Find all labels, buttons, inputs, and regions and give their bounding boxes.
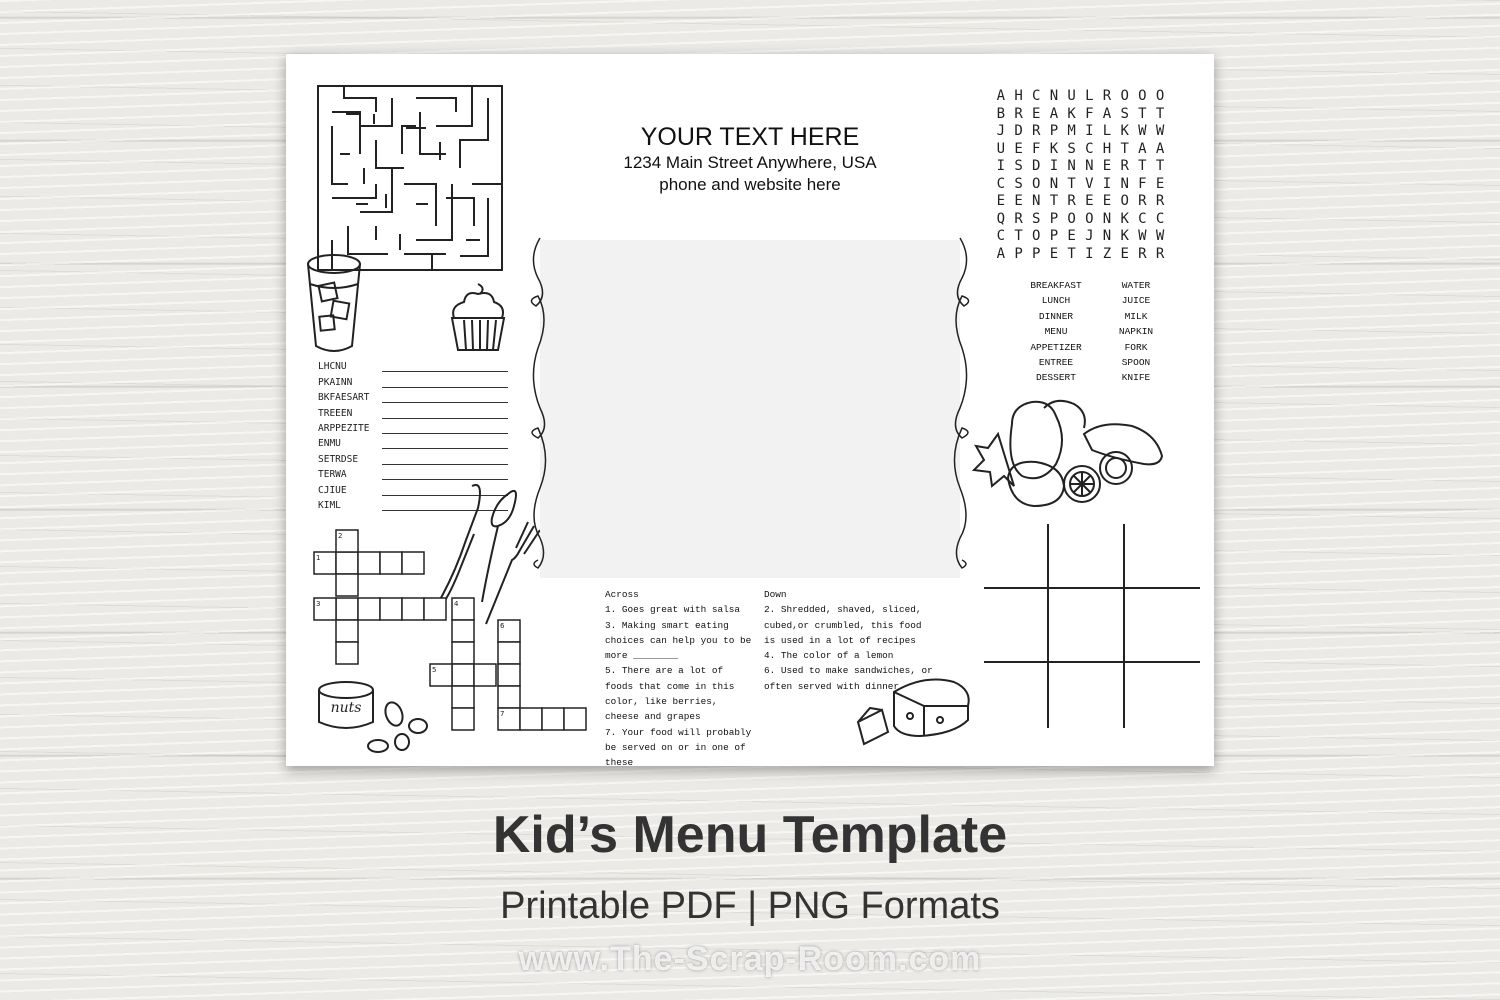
word-search-letter: T [1155,105,1165,122]
word-search-letter: W [1138,123,1147,139]
word-search-letter: N [1085,158,1094,174]
word-search-letter: E [1102,158,1112,174]
scramble-word: PKAINN [318,376,353,388]
scramble-word: SETRDSE [318,453,359,465]
word-search-letter: S [1032,210,1041,227]
word-search-letter: R [1102,88,1112,104]
word-search-letter: I [1085,123,1094,139]
word-search-letter: I [1102,175,1112,192]
word-item: KNIFE [1121,372,1151,384]
answer-line [382,423,508,434]
word-search-letter: E [1067,228,1076,244]
watermark: www.The-Scrap-Room.com [518,940,982,978]
word-search-letter: N [1049,88,1059,104]
word-search-letter: F [1138,175,1147,192]
clue: 4. The color of a lemon [764,650,894,662]
word-item: LUNCH [1041,295,1071,307]
word-search-letter: D [1032,158,1041,174]
word-search-letter: N [1120,175,1129,192]
scramble-word: CJIUE [318,484,347,496]
word-search-letter: I [996,158,1006,174]
scramble-word: BKFAESART [318,392,370,404]
answer-line [382,454,508,465]
answer-line [382,361,508,372]
word-search-letter: O [1155,88,1165,104]
word-search-letter: B [996,105,1006,122]
word-search-letter: H [1014,88,1023,104]
word-item: DESSERT [1036,372,1076,384]
word-search-letter: P [1032,245,1041,262]
nuts-can-icon [316,680,436,756]
word-search-letter: L [1085,88,1094,104]
word-search-letter: E [1085,193,1094,209]
word-search-letter: N [1067,158,1076,174]
word-search-letter: J [996,123,1006,139]
word-search-letter: C [996,175,1006,192]
word-search-letter: R [1014,105,1023,122]
menu-sheet [286,54,1214,769]
word-search-letter: P [1014,245,1023,262]
crossword-number: 1 [316,554,321,562]
crossword-number: 4 [454,600,459,608]
word-search-letter: W [1155,228,1165,244]
word-search-letter: A [1049,105,1059,122]
word-item: FORK [1124,341,1148,353]
word-search-letter: S [1120,105,1129,122]
clue: 5. There are a lot of foods that come in this color, like berries, cheese and grapes [605,665,735,723]
across-title: Across [605,589,639,600]
word-search-letter: P [1049,228,1059,244]
word-search-letter: K [1120,210,1129,227]
word-search-letter: K [1049,140,1059,157]
word-search-letter: H [1102,140,1112,157]
word-search-letter: I [1049,158,1059,174]
word-search-letter: R [1138,245,1147,262]
word-search-letter: C [1138,210,1147,227]
word-search-letter: R [1032,123,1041,139]
word-search-letter: V [1085,175,1094,192]
clue: 7. Your food will probably be served on or in one of these [605,726,752,769]
clue: 3. Making smart eating choices can help you to be more ________ [605,619,752,662]
clue: 2. Shredded, shaved, sliced, cubed,or crumbled, this food is used in a lot of recipes [764,604,922,646]
word-search-letter: P [1049,210,1059,227]
word-search-letter: E [1102,193,1112,209]
answer-line [382,392,508,403]
word-search-letter: E [996,193,1006,209]
answer-line [382,408,508,419]
scramble-word: TERWA [318,469,347,481]
word-search-grid [992,88,1169,263]
word-search-letter: T [1067,245,1076,262]
word-search-letter: N [1102,228,1112,244]
word-search-letter: O [1067,210,1076,227]
word-search-list [1016,278,1176,386]
word-search-letter: R [1155,193,1165,209]
word-search-letter: C [1085,140,1094,157]
word-search-letter: I [1085,245,1094,262]
left-swirl-border [526,238,556,578]
crossword-number: 7 [500,710,505,718]
word-search-letter: A [996,245,1006,262]
word-search-letter: U [1067,88,1076,104]
word-search-letter: T [1049,193,1059,209]
scramble-word: LHCNU [318,361,347,373]
iced-drink-icon [302,250,372,360]
word-search-letter: O [1032,228,1041,244]
word-search-letter: E [1120,245,1129,262]
scramble-word: ENMU [318,438,341,450]
word-search-letter: D [1014,123,1023,139]
word-search-letter: T [1155,158,1165,174]
word-search-letter: A [1138,140,1147,157]
word-search-letter: T [1120,140,1129,157]
lemons-cucumber-icon [972,394,1168,524]
word-search-letter: O [1120,193,1129,209]
word-search-letter: E [1032,105,1041,122]
scramble-word: ARPPEZITE [318,422,370,434]
word-list-right [1096,278,1176,386]
contact-info: phone and website here [659,175,841,194]
word-item: NAPKIN [1118,326,1154,338]
answer-line [382,377,508,388]
crossword-number: 6 [500,622,505,630]
word-item: BREAKFAST [1030,280,1082,291]
word-search-letter: T [1014,228,1023,244]
word-list-left [1016,278,1096,386]
word-item: ENTREE [1038,357,1074,369]
crossword-number: 2 [338,532,343,540]
clue: 1. Goes great with salsa [605,604,741,616]
word-search-letter: A [996,88,1006,104]
banner-subtitle: Printable PDF | PNG Formats [500,885,1000,927]
word-search-letter: E [1049,245,1059,262]
word-search-letter: C [1032,88,1041,104]
clue: 6. Used to make sandwiches, or often served with dinner [764,665,933,692]
word-search-letter: A [1155,140,1165,157]
word-search-letter: S [1067,140,1076,157]
cheese-icon [854,672,974,752]
word-search-letter: T [1138,105,1147,122]
nuts-label: nuts [330,700,362,716]
scramble-word: KIML [318,499,341,511]
word-search-letter: K [1120,123,1129,139]
banner-title: Kid’s Menu Template [492,806,1008,864]
word-search-letter: E [1014,193,1023,209]
word-item: JUICE [1121,295,1151,307]
word-search-letter: U [996,140,1006,157]
address: 1234 Main Street Anywhere, USA [623,153,877,172]
cupcake-icon [446,280,510,352]
word-search-letter: K [1120,228,1129,244]
crossword-number: 3 [316,600,321,608]
word-search-letter: K [1067,105,1076,122]
word-search-letter: W [1138,228,1147,244]
crossword-number: 5 [432,666,437,674]
word-item: DINNER [1038,310,1074,322]
word-search-letter: N [1032,193,1041,209]
word-search-letter: O [1138,88,1147,104]
word-search-letter: O [1032,175,1041,192]
word-search-letter: R [1014,210,1023,227]
word-search-letter: Q [996,210,1006,227]
word-item: APPETIZER [1030,341,1082,353]
word-item: MILK [1124,310,1148,322]
word-search-letter: R [1067,193,1076,209]
word-search-letter: S [1014,175,1023,192]
word-search-letter: J [1085,228,1094,244]
word-item: SPOON [1121,357,1151,369]
word-search-letter: L [1102,123,1112,139]
word-search-letter: A [1102,105,1112,122]
word-search-letter: S [1014,158,1023,174]
down-title: Down [764,589,787,600]
answer-line [382,438,508,449]
word-search-letter: R [1155,245,1165,262]
across-clues [605,587,755,771]
word-search-letter: W [1155,123,1165,139]
word-search-letter: E [1155,175,1165,192]
word-search-letter: C [1155,210,1165,227]
scramble-word: TREEEN [318,407,353,419]
word-search-letter: R [1120,158,1129,174]
photo-placeholder [540,240,960,578]
word-search-letter: T [1067,175,1076,192]
word-search-letter: Z [1102,245,1112,262]
word-search-letter: O [1120,88,1129,104]
tic-tac-toe-grid [984,524,1200,728]
word-search-letter: E [1014,140,1023,157]
word-search-letter: M [1067,123,1076,139]
word-search-letter: F [1085,105,1094,122]
word-search-letter: R [1138,193,1147,209]
restaurant-name: YOUR TEXT HERE [640,123,860,151]
word-search-letter: C [996,228,1006,244]
word-item: MENU [1044,326,1068,338]
word-search-letter: F [1032,140,1041,157]
word-search-letter: T [1138,158,1147,174]
word-search-letter: N [1102,210,1112,227]
word-search-letter: N [1049,175,1059,192]
word-item: WATER [1121,280,1151,291]
word-search-letter: O [1085,210,1094,227]
word-search-letter: P [1049,123,1059,139]
